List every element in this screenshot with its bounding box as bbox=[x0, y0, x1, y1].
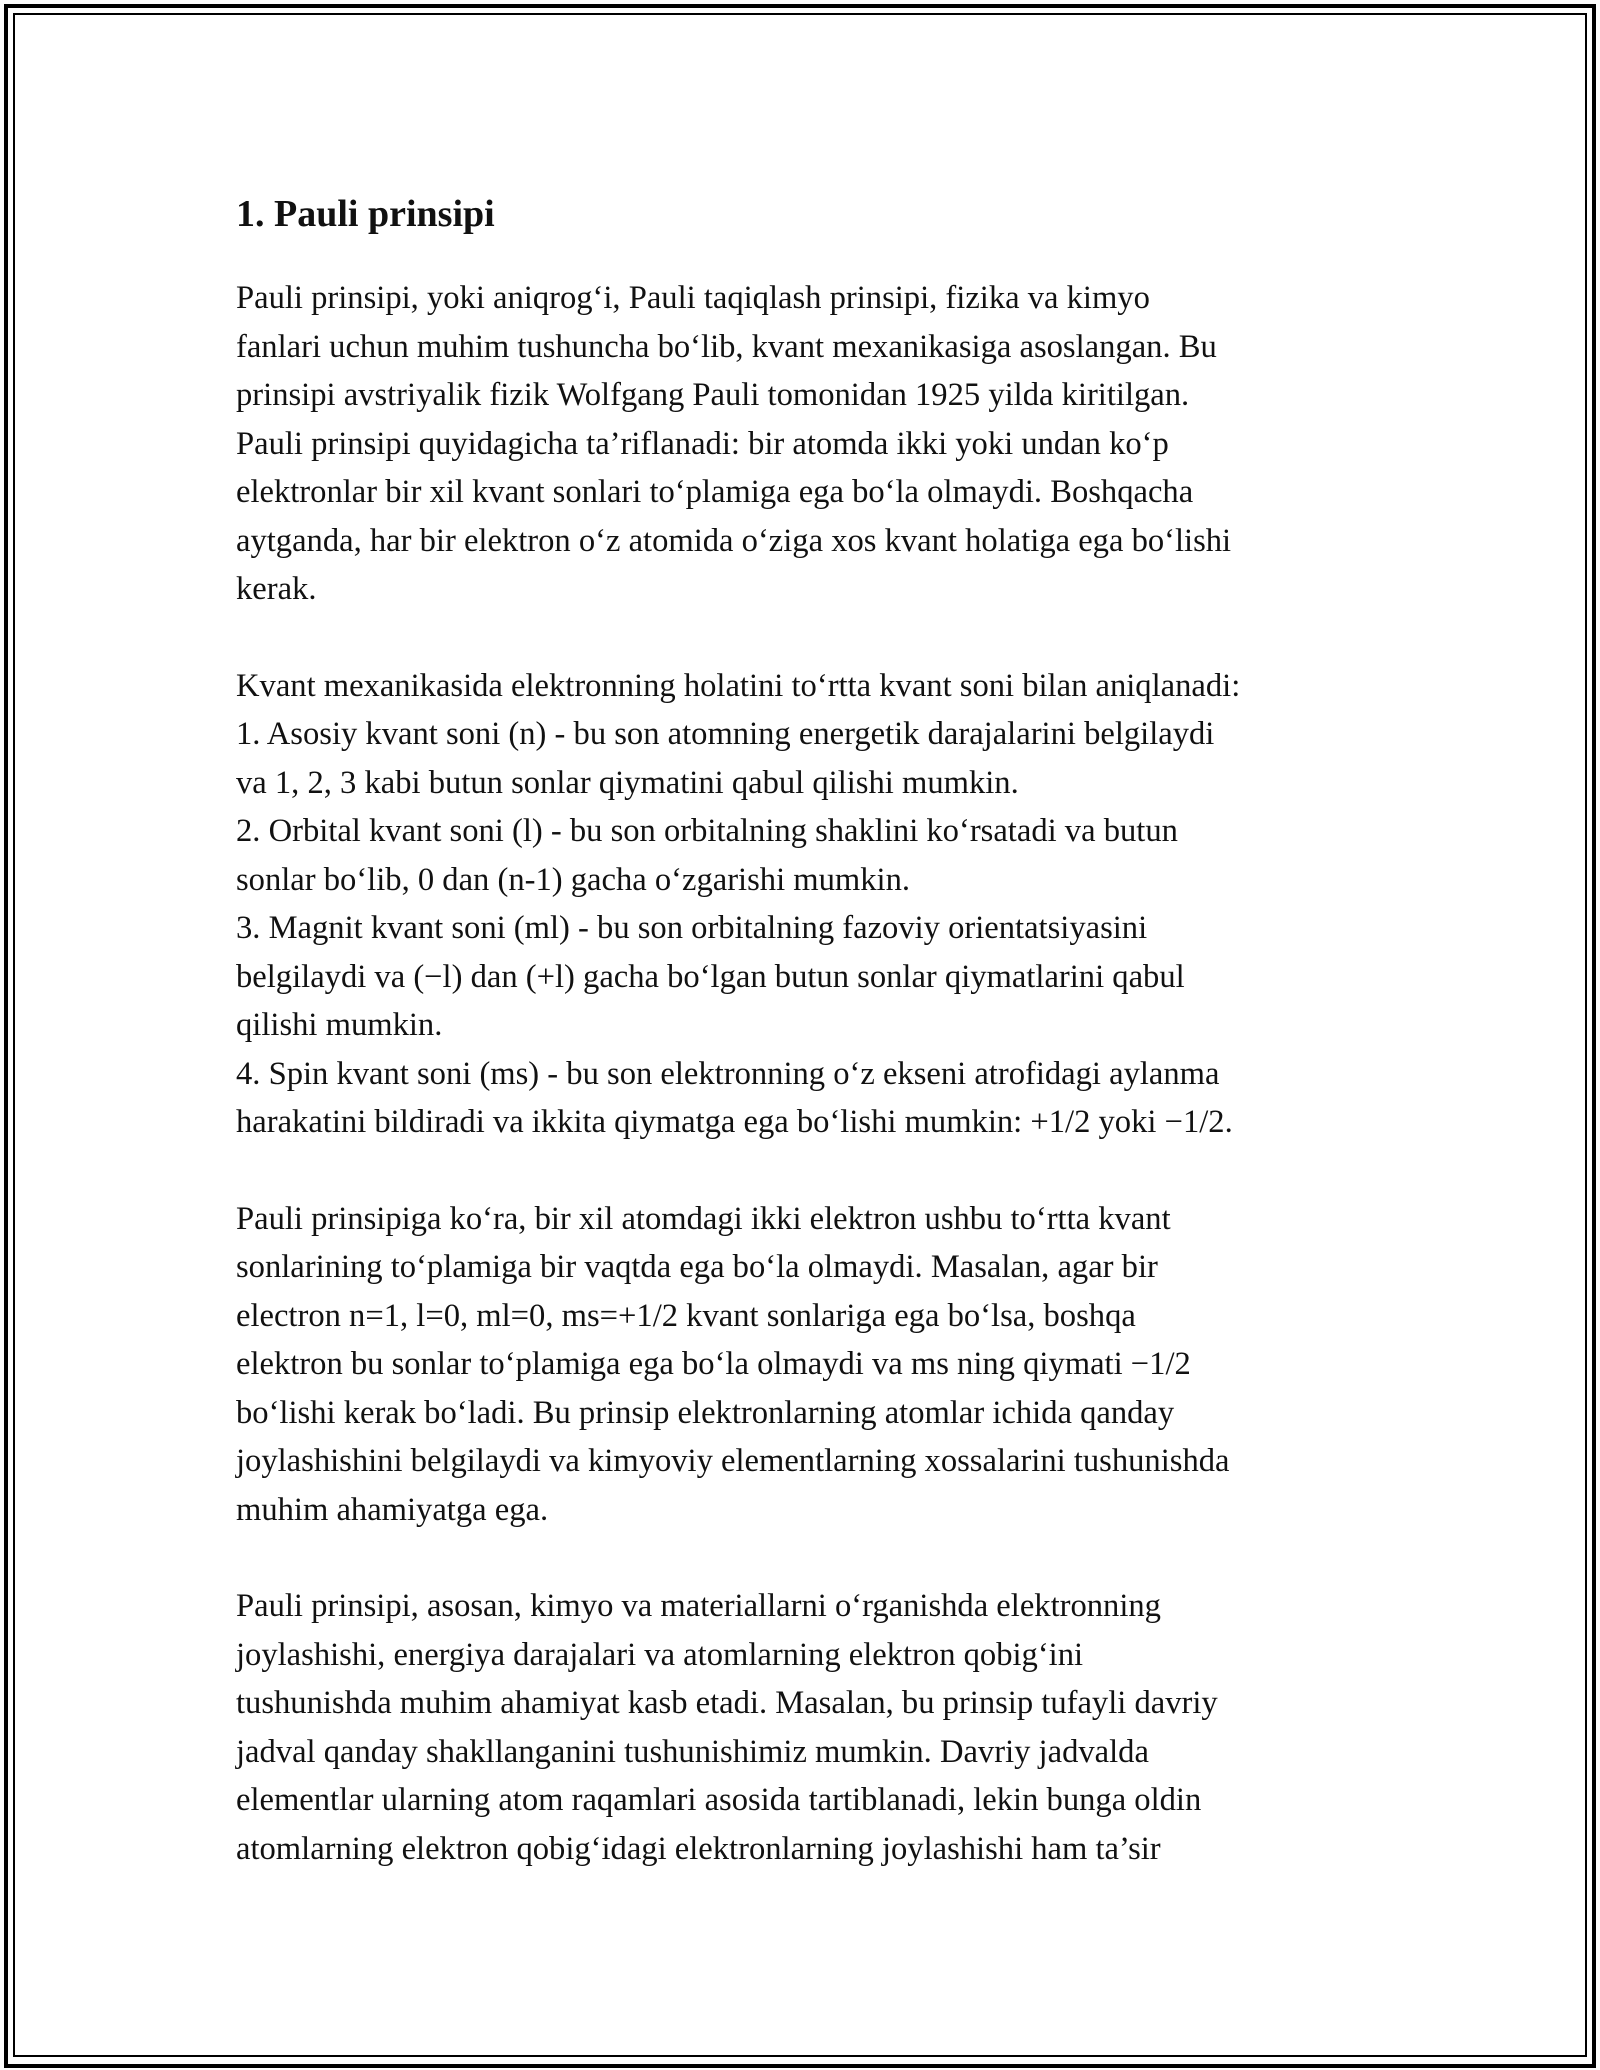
text-line: 2. Orbital kvant soni (l) - bu son orbitalning shaklini ko‘rsatadi va butun bbox=[236, 813, 1178, 849]
text-line: bo‘lishi kerak bo‘ladi. Bu prinsip elektronlarning atomlar ichida qanday bbox=[236, 1394, 1175, 1431]
text-line: joylashishi, energiya darajalari va atomlarning elektron qobig‘ini bbox=[236, 1636, 1084, 1673]
text-line: aytganda, har bir elektron o‘z atomida o‘ziga xos kvant holatiga ega bo‘lishi bbox=[236, 522, 1232, 559]
text-line: 1. Asosiy kvant soni (n) - bu son atomning energetik darajalarini belgilaydi bbox=[236, 716, 1215, 752]
text-line: sonlar bo‘lib, 0 dan (n-1) gacha o‘zgarishi mumkin. bbox=[236, 861, 911, 898]
paragraph-2 bbox=[236, 662, 1376, 1147]
text-line: elektronlar bir xil kvant sonlari to‘plamiga ega bo‘la olmaydi. Boshqacha bbox=[236, 474, 1194, 510]
text-line: tushunishda muhim ahamiyat kasb etadi. Masalan, bu prinsip tufayli davriy bbox=[236, 1685, 1218, 1721]
text-line: electron n=1, l=0, ml=0, ms=+1/2 kvant sonlariga ega bo‘lsa, boshqa bbox=[236, 1297, 1136, 1334]
text-line: harakatini bildiradi va ikkita qiymatga ega bo‘lishi mumkin: +1/2 yoki −1/2. bbox=[236, 1104, 1233, 1140]
document-body bbox=[236, 188, 1376, 1921]
text-line: kerak. bbox=[236, 571, 317, 607]
text-line: Pauli prinsipiga ko‘ra, bir xil atomdagi ikki elektron ushbu to‘rtta kvant bbox=[236, 1200, 1171, 1237]
text-line: Pauli prinsipi, yoki aniqrog‘i, Pauli taqiqlash prinsipi, fizika va kimyo bbox=[236, 280, 1150, 316]
text-line: Pauli prinsipi, asosan, kimyo va materiallarni o‘rganishda elektronning bbox=[236, 1588, 1161, 1624]
text-line: 3. Magnit kvant soni (ml) - bu son orbitalning fazoviy orientatsiyasini bbox=[236, 910, 1148, 946]
text-line: Kvant mexanikasida elektronning holatini to‘rtta kvant soni bilan aniqlanadi: bbox=[236, 667, 1241, 704]
text-line: va 1, 2, 3 kabi butun sonlar qiymatini qabul qilishi mumkin. bbox=[236, 764, 1019, 801]
text-line: muhim ahamiyatga ega. bbox=[236, 1491, 549, 1528]
text-line: belgilaydi va (−l) dan (+l) gacha bo‘lgan butun sonlar qiymatlarini qabul bbox=[236, 958, 1185, 995]
text-line: atomlarning elektron qobig‘idagi elektronlarning joylashishi ham ta’sir bbox=[236, 1830, 1161, 1867]
paragraph-1 bbox=[236, 274, 1376, 614]
text-line: elementlar ularning atom raqamlari asosida tartiblanadi, lekin bunga oldin bbox=[236, 1782, 1202, 1818]
text-line: qilishi mumkin. bbox=[236, 1007, 443, 1043]
paragraph-list bbox=[236, 274, 1376, 1873]
text-line: prinsipi avstriyalik fizik Wolfgang Pauli tomonidan 1925 yilda kiritilgan. bbox=[236, 377, 1190, 413]
text-line: joylashishini belgilaydi va kimyoviy elementlarning xossalarini tushunishda bbox=[236, 1443, 1230, 1479]
text-line: jadval qanday shakllanganini tushunishimiz mumkin. Davriy jadvalda bbox=[236, 1733, 1149, 1770]
text-line: elektron bu sonlar to‘plamiga ega bo‘la olmaydi va ms ning qiymati −1/2 bbox=[236, 1346, 1191, 1382]
paragraph-3 bbox=[236, 1195, 1376, 1535]
paragraph-4 bbox=[236, 1582, 1376, 1873]
text-line: fanlari uchun muhim tushuncha bo‘lib, kvant mexanikasiga asoslangan. Bu bbox=[236, 328, 1217, 365]
text-line: sonlarining to‘plamiga bir vaqtda ega bo‘la olmaydi. Masalan, agar bir bbox=[236, 1249, 1158, 1285]
text-line: Pauli prinsipi quyidagicha ta’riflanadi: bir atomda ikki yoki undan ko‘p bbox=[236, 425, 1169, 462]
page-title: 1. Pauli prinsipi bbox=[236, 193, 495, 235]
text-line: 4. Spin kvant soni (ms) - bu son elektronning o‘z ekseni atrofidagi aylanma bbox=[236, 1055, 1220, 1092]
